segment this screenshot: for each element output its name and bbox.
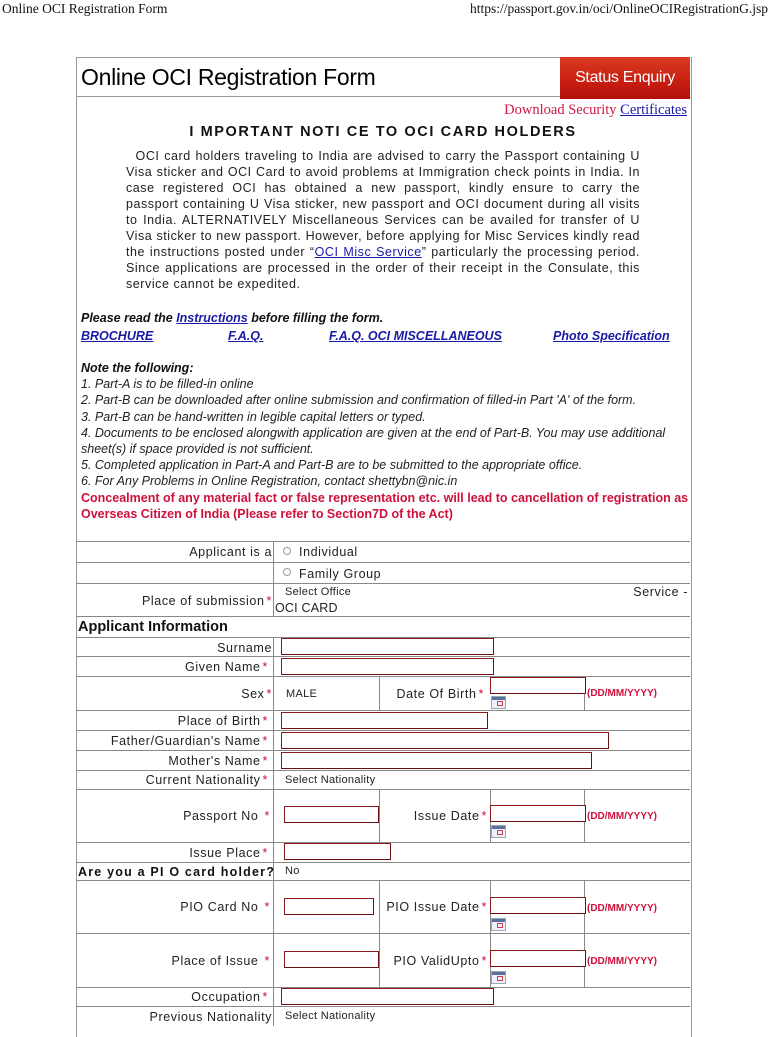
mother-name-label: Mother's Name * — [168, 754, 268, 768]
status-enquiry-button[interactable]: Status Enquiry — [560, 57, 690, 99]
applicant-information-title: Applicant Information — [78, 619, 228, 635]
issue-date-format-hint: (DD/MM/YYYY) — [587, 811, 657, 822]
print-page-url: https://passport.gov.in/oci/OnlineOCIRegistrationG.jsp — [470, 1, 768, 16]
pio-valid-upto-label: PIO ValidUpto * — [393, 954, 487, 968]
row-pio-place-valid — [76, 933, 690, 987]
row-previous-nationality — [76, 1006, 690, 1026]
place-of-submission-label: Place of submission * — [141, 594, 272, 608]
row-pio-card — [76, 880, 690, 933]
father-name-label: Father/Guardian's Name * — [110, 734, 268, 748]
applicant-type-label: Applicant is a — [189, 545, 272, 559]
notice-body — [126, 148, 640, 292]
issue-date-label: Issue Date * — [413, 809, 487, 823]
calendar-icon[interactable] — [491, 825, 506, 838]
row-current-nationality — [76, 770, 690, 789]
print-header — [0, 0, 768, 20]
radio-individual[interactable] — [283, 547, 291, 555]
instructions-line — [81, 311, 383, 325]
brochure-link[interactable]: BROCHURE — [81, 329, 154, 343]
pio-issue-date-format-hint: (DD/MM/YYYY) — [587, 903, 657, 914]
place-of-birth-input[interactable] — [281, 712, 488, 729]
resource-links — [81, 329, 681, 347]
pio-place-of-issue-label: Place of Issue * — [171, 954, 270, 968]
passport-no-label: Passport No * — [183, 809, 270, 823]
issue-place-input[interactable] — [284, 843, 391, 860]
note-item: 2. Part-B can be downloaded after online submission and confirmation of filled-in Part 'A' of the form. — [81, 393, 637, 408]
dob-input[interactable] — [490, 677, 586, 694]
service-value: OCI CARD — [275, 601, 338, 615]
note-item: 3. Part-B can be hand-written in legible capital letters or typed. — [81, 409, 426, 424]
row-place-of-birth — [76, 710, 690, 730]
pio-card-no-input[interactable] — [284, 898, 374, 915]
calendar-icon[interactable] — [491, 696, 506, 709]
pio-holder-select[interactable]: No — [285, 865, 300, 877]
instructions-suffix: before filling the form. — [247, 311, 384, 325]
individual-option-label: Individual — [299, 545, 358, 559]
pio-issue-date-input[interactable] — [490, 897, 586, 914]
photo-specification-link[interactable]: Photo Specification — [553, 329, 670, 343]
row-section-title — [76, 616, 690, 637]
surname-input[interactable] — [281, 638, 494, 655]
page-title: Online OCI Registration Form — [81, 64, 376, 90]
pio-valid-upto-input[interactable] — [490, 950, 586, 967]
notes-section — [81, 360, 693, 522]
notice-text-part2: ” particularly the processing period. Since applications are processed in the order of their receipt in the Consulate, this service cannot be expedited. — [126, 245, 641, 291]
surname-label: Surname — [217, 641, 272, 655]
row-applicant-type — [76, 541, 690, 562]
issue-place-label: Issue Place * — [189, 846, 268, 860]
instructions-link[interactable]: Instructions — [176, 311, 248, 325]
note-item: 6. For Any Problems in Online Registration, contact shettybn@nic.in — [81, 474, 458, 489]
pio-holder-label: Are you a PI O card holder? — [78, 865, 276, 879]
service-label: Service - — [633, 585, 688, 599]
calendar-icon[interactable] — [491, 918, 506, 931]
certificates-link[interactable]: Certificates — [620, 102, 687, 118]
father-name-input[interactable] — [281, 732, 609, 749]
family-group-option-label: Family Group — [299, 567, 382, 581]
office-select[interactable]: Select Office — [285, 586, 352, 598]
pio-place-of-issue-input[interactable] — [284, 951, 379, 968]
row-given-name — [76, 656, 690, 676]
previous-nationality-select[interactable]: Select Nationality — [285, 1010, 376, 1022]
given-name-label: Given Name * — [185, 660, 268, 674]
mother-name-input[interactable] — [281, 752, 592, 769]
pio-valid-upto-format-hint: (DD/MM/YYYY) — [587, 956, 657, 967]
occupation-label: Occupation * — [191, 990, 268, 1004]
row-pio-holder — [76, 862, 690, 880]
place-of-birth-label: Place of Birth * — [177, 714, 268, 728]
faq-oci-misc-link[interactable]: F.A.Q. OCI MISCELLANEOUS — [329, 329, 502, 343]
current-nationality-select[interactable]: Select Nationality — [285, 774, 376, 786]
oci-misc-service-link[interactable]: OCI Misc Service — [314, 245, 422, 259]
notes-heading: Note the following: — [81, 361, 194, 375]
pio-card-no-label: PIO Card No * — [180, 900, 270, 914]
note-item: 1. Part-A is to be filled-in online — [81, 377, 254, 392]
occupation-input[interactable] — [281, 988, 494, 1005]
download-security-certificates — [504, 102, 687, 119]
notice-text-part1: OCI card holders traveling to India are advised to carry the Passport containing U Visa sticker and OCI Card to avoid problems at Immigration check points in India. In case registered OCI has obtained a new passport, kindly ensure to carry the passport containing U Visa sticker, new passport and OCI document during all visits to India. ALTERNATIVELY Miscellaneous Services can be availed for transfer of U Visa sticker to new passport. However, before applying for Misc Services kindly read the instructions posted under “ — [126, 149, 640, 259]
passport-no-input[interactable] — [284, 806, 379, 823]
row-surname — [76, 637, 690, 656]
instructions-prefix: Please read the — [81, 311, 177, 325]
notice-heading: I MPORTANT NOTI CE TO OCI CARD HOLDERS — [189, 124, 577, 140]
row-occupation — [76, 987, 690, 1006]
row-place-of-submission — [76, 583, 690, 616]
given-name-input[interactable] — [281, 658, 494, 675]
row-applicant-type-2 — [76, 562, 690, 583]
note-item: 5. Completed application in Part-A and Part-B are to be submitted to the appropriate office. — [81, 458, 583, 473]
dob-format-hint: (DD/MM/YYYY) — [587, 688, 657, 699]
pio-issue-date-label: PIO Issue Date * — [386, 900, 487, 914]
faq-link[interactable]: F.A.Q. — [228, 329, 264, 343]
download-security-label: Download Security — [504, 102, 621, 118]
issue-date-input[interactable] — [490, 805, 586, 822]
row-sex-dob — [76, 676, 690, 710]
calendar-icon[interactable] — [491, 971, 506, 984]
title-bar — [76, 57, 690, 97]
dob-label: Date Of Birth * — [396, 687, 484, 701]
current-nationality-label: Current Nationality * — [145, 773, 268, 787]
concealment-warning: Concealment of any material fact or false representation etc. will lead to cancellation of registration as Overseas Citizen of India (Please refer to Section7D of the Act) — [81, 490, 689, 521]
row-mother-name — [76, 750, 690, 770]
row-issue-place — [76, 842, 690, 862]
previous-nationality-label: Previous Nationality — [149, 1010, 272, 1024]
note-item: 4. Documents to be enclosed alongwith application are given at the end of Part-B. You may use additional sheet(s) if space provided is not sufficient. — [81, 425, 666, 457]
print-page-title: Online OCI Registration Form — [2, 1, 168, 16]
radio-family-group[interactable] — [283, 568, 291, 576]
sex-label: Sex * — [241, 687, 272, 701]
row-passport — [76, 789, 690, 842]
row-father-name — [76, 730, 690, 750]
sex-select[interactable]: MALE — [286, 688, 318, 700]
